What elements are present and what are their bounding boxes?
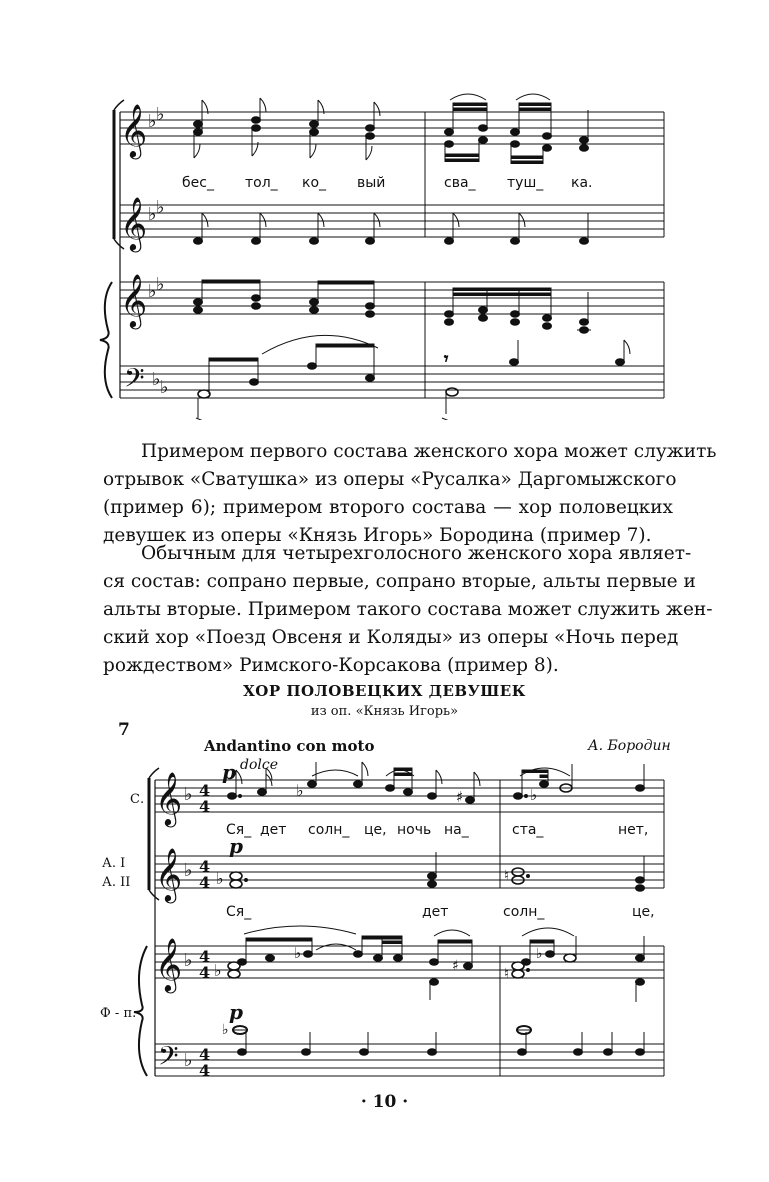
dynamic-marking: p xyxy=(229,834,243,858)
lyric: бес_ xyxy=(182,175,214,191)
text-line: отрывок «Сватушка» из оперы «Русалка» Даргомыжского xyxy=(103,469,677,490)
svg-text:4: 4 xyxy=(199,1061,211,1080)
note-group xyxy=(636,856,645,891)
svg-text:♭: ♭ xyxy=(222,1022,229,1038)
note-group xyxy=(428,852,437,887)
treble-clef-icon: 𝄞 xyxy=(155,937,183,991)
note-group xyxy=(504,928,576,982)
note-group xyxy=(310,100,325,158)
dolce-marking: dolce xyxy=(240,757,278,773)
lyric: сва_ xyxy=(444,175,476,191)
text-line: девушек из оперы «Князь Игорь» Бородина (пример 7). xyxy=(103,525,652,546)
note-group xyxy=(238,938,313,965)
example-subtitle: из оп. «Князь Игорь» xyxy=(310,704,459,719)
svg-text:♭: ♭ xyxy=(184,860,193,881)
lyric: дет xyxy=(422,904,449,920)
staff-piano-lh xyxy=(155,1044,664,1076)
svg-text:♭: ♭ xyxy=(156,104,165,125)
lyric: нет, xyxy=(618,822,649,838)
note xyxy=(516,1026,532,1034)
lyric: дет xyxy=(260,822,287,838)
note xyxy=(296,762,317,800)
svg-text:♭: ♭ xyxy=(184,1050,193,1071)
note xyxy=(574,1032,583,1055)
note xyxy=(636,936,645,961)
accent-icon xyxy=(442,418,452,420)
note-group xyxy=(310,281,375,317)
svg-text:♭: ♭ xyxy=(216,869,224,888)
page-number: · 10 · xyxy=(360,1092,409,1112)
note-group xyxy=(198,335,378,418)
note-group xyxy=(194,280,261,313)
eighth-rest-icon: 𝄾 xyxy=(444,349,449,368)
svg-text:♭: ♭ xyxy=(214,961,222,980)
svg-text:♭: ♭ xyxy=(148,281,157,302)
lyric: ночь xyxy=(397,822,432,838)
note xyxy=(636,764,645,791)
lyric: ста_ xyxy=(512,822,544,838)
example-number: 7 xyxy=(118,720,130,740)
svg-text:♭: ♭ xyxy=(184,950,193,971)
svg-text:♭: ♭ xyxy=(160,377,169,398)
note xyxy=(430,979,439,1000)
note xyxy=(636,979,645,1002)
note-group xyxy=(514,770,549,804)
note xyxy=(428,1032,437,1055)
paragraph-1 xyxy=(103,438,717,550)
svg-text:♮: ♮ xyxy=(504,966,510,982)
note xyxy=(446,388,458,414)
dynamic-marking: p xyxy=(229,1000,243,1024)
svg-text:♯: ♯ xyxy=(452,958,459,974)
note xyxy=(616,340,631,365)
lyric: Ся_ xyxy=(226,904,252,920)
note-group xyxy=(511,94,552,164)
text-line: (пример 6); примером второго состава — хор половецких xyxy=(103,497,673,518)
part-label-piano: Ф - п. xyxy=(100,1006,137,1021)
staff-alto xyxy=(155,856,664,888)
note xyxy=(604,1032,613,1055)
example-title: ХОР ПОЛОВЕЦКИХ ДЕВУШЕК xyxy=(243,682,526,700)
text-line: рождеством» Римского-Корсакова (пример 8). xyxy=(103,655,559,676)
staff-soprano xyxy=(155,780,664,812)
svg-text:♭: ♭ xyxy=(152,369,161,390)
svg-text:4: 4 xyxy=(199,873,211,892)
lyric: солн_ xyxy=(503,904,545,920)
svg-text:♭: ♭ xyxy=(294,944,302,962)
lyric: туш_ xyxy=(507,175,544,191)
text-line: Обычным для четырехголосного женского хора являет- xyxy=(141,543,692,564)
svg-text:4: 4 xyxy=(199,947,211,966)
note-group xyxy=(445,288,552,329)
svg-text:4: 4 xyxy=(199,797,211,816)
note-group xyxy=(252,98,267,156)
note xyxy=(560,764,572,792)
note-group xyxy=(214,961,240,980)
paragraph-2 xyxy=(103,540,713,680)
svg-text:♭: ♭ xyxy=(296,781,304,800)
bass-clef-icon: 𝄢 xyxy=(158,1040,179,1078)
tempo-marking: Andantino con moto xyxy=(204,737,375,755)
lyric: тол_ xyxy=(245,175,278,191)
treble-clef-icon: 𝄞 xyxy=(120,103,148,157)
note xyxy=(456,772,480,806)
svg-text:♭: ♭ xyxy=(536,946,543,962)
text-line: Примером первого состава женского хора может служить xyxy=(141,441,717,462)
svg-text:♮: ♮ xyxy=(504,868,510,884)
lyric: на_ xyxy=(444,822,469,838)
svg-text:4: 4 xyxy=(199,963,211,982)
svg-text:4: 4 xyxy=(199,781,211,800)
svg-text:♭: ♭ xyxy=(148,204,157,225)
svg-text:♭: ♭ xyxy=(530,786,538,804)
treble-clef-icon: 𝄞 xyxy=(155,771,183,825)
lyric: це, xyxy=(364,822,387,838)
note-group xyxy=(366,102,381,160)
lyric: вый xyxy=(357,175,386,191)
lyric: ко_ xyxy=(302,175,327,191)
lyric: солн_ xyxy=(308,822,350,838)
note xyxy=(360,1032,369,1055)
part-label-soprano: С. xyxy=(130,792,145,807)
text-line: ский хор «Поезд Овсеня и Коляды» из оперы «Ночь перед xyxy=(103,627,679,648)
svg-text:♭: ♭ xyxy=(156,274,165,295)
staff-piano-rh xyxy=(155,946,664,978)
note-group xyxy=(216,869,248,888)
treble-clef-icon: 𝄞 xyxy=(120,196,148,250)
dynamic-marking: p xyxy=(222,760,236,784)
note xyxy=(354,762,369,787)
note xyxy=(518,1032,527,1055)
svg-text:4: 4 xyxy=(199,1045,211,1064)
lyric: ка. xyxy=(571,175,593,191)
text-line: ся состав: сопрано первые, сопрано вторые, альты первые и xyxy=(103,571,696,592)
score-example-1 xyxy=(0,0,769,420)
lyric: Ся_ xyxy=(226,822,252,838)
note-group xyxy=(354,936,403,961)
note xyxy=(636,1032,645,1055)
treble-clef-icon: 𝄞 xyxy=(155,847,183,901)
note xyxy=(222,1022,248,1038)
note xyxy=(428,770,443,799)
accent-icon xyxy=(196,418,206,420)
staff-4 xyxy=(120,366,664,398)
note-group xyxy=(386,768,415,795)
part-label-alto-1: А. I xyxy=(102,856,126,871)
note xyxy=(238,1032,247,1055)
note-group xyxy=(194,100,209,158)
svg-text:4: 4 xyxy=(199,857,211,876)
note xyxy=(510,340,519,365)
svg-text:♭: ♭ xyxy=(148,111,157,132)
bass-clef-icon: 𝄢 xyxy=(124,362,145,400)
svg-text:♯: ♯ xyxy=(456,788,464,806)
lyric: це, xyxy=(632,904,655,920)
note xyxy=(302,1032,311,1055)
svg-text:♭: ♭ xyxy=(156,197,165,218)
treble-clef-icon: 𝄞 xyxy=(120,273,148,327)
note-group xyxy=(580,110,589,151)
svg-text:♭: ♭ xyxy=(184,784,193,805)
text-line: альты вторые. Примером такого состава может служить жен- xyxy=(103,599,713,620)
note-group xyxy=(504,868,530,884)
part-label-alto-2: А. II xyxy=(102,875,131,890)
note-group xyxy=(430,930,473,974)
composer-name: А. Бородин xyxy=(588,738,671,754)
